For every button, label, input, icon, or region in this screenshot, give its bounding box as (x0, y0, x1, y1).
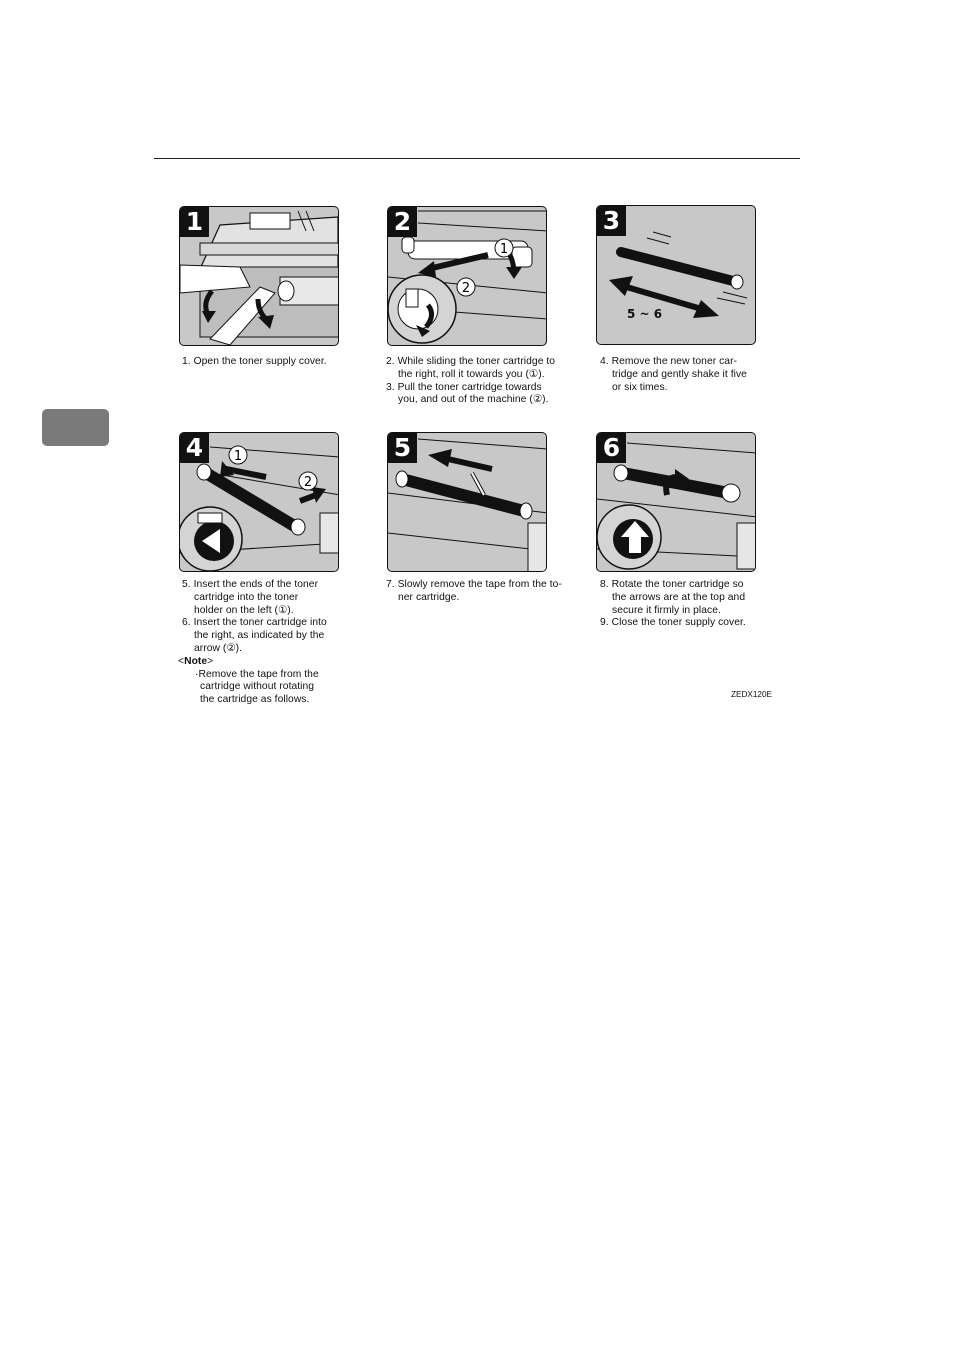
caption-line: 1. Open the toner supply cover. (182, 356, 327, 367)
step-1-illustration (179, 206, 339, 346)
step-4-illustration (179, 432, 339, 572)
caption-line: 4. Remove the new toner car- (600, 356, 738, 367)
caption-line: 5. Insert the ends of the toner (182, 579, 319, 590)
caption-line: tridge and gently shake it five (612, 368, 747, 380)
step-1-caption (178, 356, 327, 369)
note-line: ·Remove the tape from the (195, 668, 319, 680)
note-line: cartridge without rotating (200, 681, 315, 693)
caption-line: 7. Slowly remove the tape from the to- (386, 579, 562, 590)
note-heading (178, 656, 327, 669)
caption-line: 2. While sliding the toner cartridge to (386, 356, 556, 367)
step-8-9-caption (596, 579, 746, 630)
svg-text:1: 1 (499, 242, 509, 257)
step-4-caption (596, 356, 747, 394)
chapter-tab (42, 409, 109, 446)
caption-line: the arrows are at the top and (612, 591, 746, 603)
note-bracket-close: > (207, 655, 214, 667)
step-5-illustration (387, 432, 547, 572)
note-label: Note (184, 655, 208, 667)
caption-line: ner cartridge. (398, 591, 460, 603)
caption-line: 6. Insert the toner cartridge into (182, 617, 327, 629)
step-6-badge: 6 (597, 433, 626, 463)
caption-line: 9. Close the toner supply cover. (600, 617, 746, 629)
caption-line: 8. Rotate the toner cartridge so (600, 579, 744, 590)
caption-line: secure it firmly in place. (612, 604, 721, 616)
svg-text:2: 2 (461, 281, 471, 296)
caption-line: arrow (②). (194, 642, 243, 654)
shake-count-label: 5 ~ 6 (627, 307, 663, 321)
note-bracket-open: < (178, 655, 185, 667)
step-4-badge: 4 (180, 433, 209, 463)
step-2-3-caption (382, 356, 555, 407)
step-3-badge: 3 (597, 206, 626, 236)
note-line: the cartridge as follows. (200, 694, 310, 706)
caption-line: or six times. (612, 381, 668, 393)
step-2-badge: 2 (388, 207, 417, 237)
step-5-badge: 5 (388, 433, 417, 463)
caption-line: cartridge into the toner (194, 591, 299, 603)
step-7-caption (382, 579, 562, 605)
step-5-6-caption (178, 579, 327, 707)
header-rule (154, 158, 800, 159)
step-3-illustration (596, 205, 756, 345)
step-1-badge: 1 (180, 207, 209, 237)
caption-line: holder on the left (①). (194, 604, 294, 616)
step-6-illustration (596, 432, 756, 572)
svg-text:2: 2 (303, 475, 313, 490)
caption-line: the right, as indicated by the (194, 630, 325, 642)
step-2-illustration (387, 206, 547, 346)
caption-line: the right, roll it towards you (①). (398, 368, 545, 380)
svg-text:1: 1 (233, 449, 243, 464)
caption-line: you, and out of the machine (②). (398, 394, 549, 406)
caption-line: 3. Pull the toner cartridge towards (386, 381, 542, 393)
figure-code: ZEDX120E (731, 690, 772, 699)
